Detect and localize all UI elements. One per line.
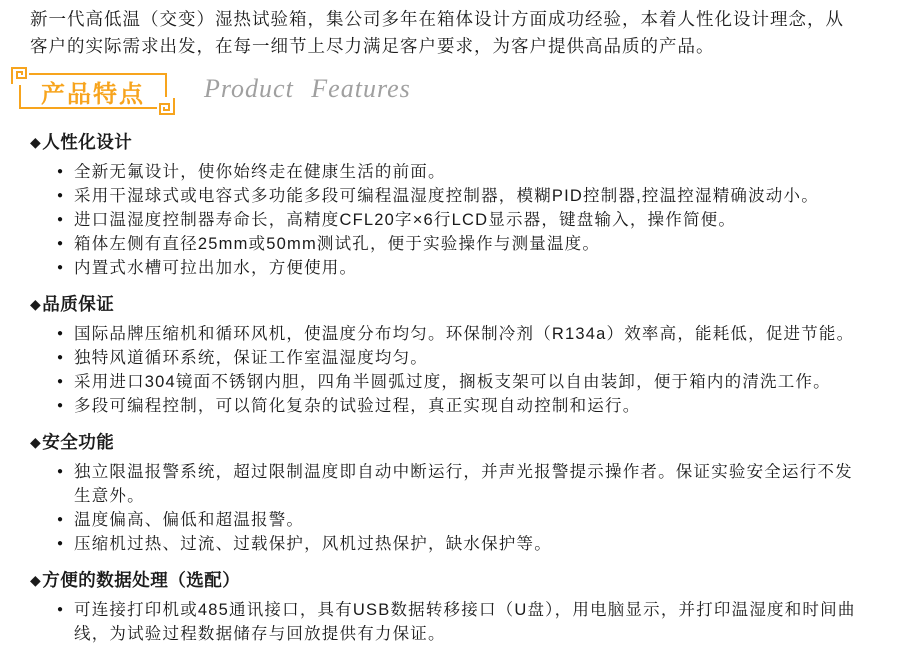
- list-item: [57, 208, 872, 232]
- bullet-text: 可连接打印机或485通讯接口，具有USB数据转移接口（U盘），用电脑显示，并打印温湿度和时间曲线，为试验过程数据储存与回放提供有力保证。: [74, 601, 856, 643]
- intro-paragraph: 新一代高低温（交变）湿热试验箱，集公司多年在箱体设计方面成功经验，本着人性化设计理念，从客户的实际需求出发，在每一细节上尽力满足客户要求，为客户提供高品质的产品。: [30, 9, 844, 56]
- bullet-dot-icon: ●: [57, 466, 65, 477]
- bullet-text: 压缩机过热、过流、过载保护，风机过热保护，缺水保护等。: [74, 535, 552, 553]
- list-item: [57, 160, 872, 184]
- product-features-frame: [8, 64, 178, 118]
- page-title: 产品特点: [41, 80, 145, 108]
- product-features-page: [0, 6, 900, 646]
- list-item: [57, 370, 872, 394]
- section-title: [30, 569, 900, 591]
- feature-sections: [0, 131, 900, 646]
- bullet-dot-icon: ●: [57, 262, 65, 273]
- bullet-list: [0, 160, 900, 280]
- diamond-icon: ◆: [30, 296, 42, 312]
- list-item: [57, 232, 872, 256]
- bullet-text: 箱体左侧有直径25mm或50mm测试孔，便于实验操作与测量温度。: [74, 235, 601, 253]
- section-safety-functions: [0, 431, 900, 556]
- bullet-dot-icon: ●: [57, 166, 65, 177]
- diamond-icon: ◆: [30, 572, 42, 588]
- bullet-text: 采用进口304镜面不锈钢内胆，四角半圆弧过度，搁板支架可以自由装卸，便于箱内的清洗工作。: [74, 373, 831, 391]
- section-title: [30, 131, 900, 153]
- bullet-dot-icon: ●: [57, 604, 65, 615]
- bullet-dot-icon: ●: [57, 238, 65, 249]
- bullet-text: 内置式水槽可拉出加水，方便使用。: [74, 259, 358, 277]
- diamond-icon: ◆: [30, 134, 42, 150]
- section-title-text: 方便的数据处理（选配）: [42, 570, 241, 590]
- page-subtitle: Product Features: [204, 74, 411, 103]
- list-item: [57, 322, 872, 346]
- list-item: [57, 508, 872, 532]
- list-item: [57, 184, 872, 208]
- section-title: [30, 293, 900, 315]
- bullet-text: 独立限温报警系统，超过限制温度即自动中断运行，并声光报警提示操作者。保证实验安全运行不发生意外。: [74, 463, 853, 505]
- section-title-text: 安全功能: [42, 432, 115, 452]
- section-title-text: 品质保证: [42, 294, 115, 314]
- page-header: [8, 64, 900, 118]
- bullet-dot-icon: ●: [57, 328, 65, 339]
- section-humanized-design: [0, 131, 900, 280]
- bullet-dot-icon: ●: [57, 400, 65, 411]
- bullet-dot-icon: ●: [57, 352, 65, 363]
- section-title-text: 人性化设计: [42, 132, 133, 152]
- bullet-dot-icon: ●: [57, 376, 65, 387]
- bullet-dot-icon: ●: [57, 190, 65, 201]
- bullet-text: 独特风道循环系统，保证工作室温湿度均匀。: [74, 349, 428, 367]
- diamond-icon: ◆: [30, 434, 42, 450]
- bullet-list: [0, 322, 900, 418]
- section-data-processing: [0, 569, 900, 646]
- bullet-list: [0, 598, 900, 646]
- bullet-text: 采用干湿球式或电容式多功能多段可编程温湿度控制器，模糊PID控制器,控温控湿精确波动小。: [74, 187, 819, 205]
- bullet-text: 全新无氟设计，使你始终走在健康生活的前面。: [74, 163, 446, 181]
- bullet-dot-icon: ●: [57, 538, 65, 549]
- list-item: [57, 460, 872, 508]
- bullet-dot-icon: ●: [57, 214, 65, 225]
- bullet-text: 温度偏高、偏低和超温报警。: [74, 511, 305, 529]
- section-title: [30, 431, 900, 453]
- list-item: [57, 256, 872, 280]
- bullet-text: 国际品牌压缩机和循环风机，使温度分布均匀。环保制冷剂（R134a）效率高，能耗低，促进节能。: [74, 325, 855, 343]
- bullet-text: 进口温湿度控制器寿命长，高精度CFL20字×6行LCD显示器，键盘输入，操作简便。: [74, 211, 737, 229]
- bullet-dot-icon: ●: [57, 514, 65, 525]
- section-quality-assurance: [0, 293, 900, 418]
- bullet-list: [0, 460, 900, 556]
- list-item: [57, 532, 872, 556]
- list-item: [57, 346, 872, 370]
- list-item: [57, 394, 872, 418]
- list-item: [57, 598, 872, 646]
- bullet-text: 多段可编程控制，可以简化复杂的试验过程，真正实现自动控制和运行。: [74, 397, 641, 415]
